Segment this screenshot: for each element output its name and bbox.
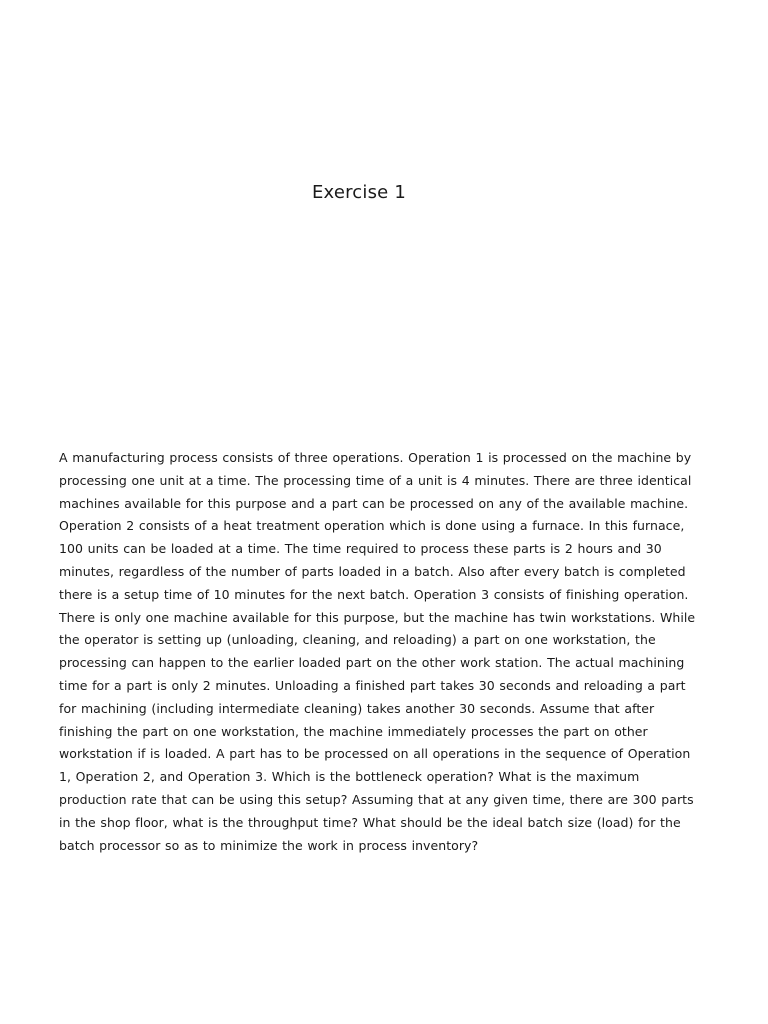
exercise-title: Exercise 1 — [311, 182, 407, 203]
exercise-paragraph: A manufacturing process consists of three operations. Operation 1 is processed on the machine by processing one unit at a time. The processing time of a unit is 4 minutes. There are three identical machines available for this purpose and a part can be processed on any of the available machine. Operation 2 consists of a heat treatment operation which is done using a furnace. In this furnace, 100 units can be loaded at a time. The time required to process these parts is 2 hours and 30 minutes, regardless of the number of parts loaded in a batch. Also after every batch is completed there is a setup time of 10 minutes for the next batch. Operation 3 consists of finishing operation. There is only one machine available for this purpose, but the machine has twin workstations. While the operator is setting up (unloading, cleaning, and reloading) a part on one workstation, the processing can happen to the earlier loaded part on the other work station. The actual machining time for a part is only 2 minutes. Unloading a finished part takes 30 seconds and reloading a part for machining (including intermediate cleaning) takes another 30 seconds. Assume that after finishing the part on one workstation, the machine immediately processes the part on other workstation if is loaded. A part has to be processed on all operations in the sequence of Operation 1, Operation 2, and Operation 3. Which is the bottleneck operation? What is the maximum production rate that can be using this setup? Assuming that at any given time, there are 300 parts in the shop floor, what is the throughput time? What should be the ideal batch size (load) for the batch processor so as to minimize the work in process inventory? — [59, 450, 696, 853]
